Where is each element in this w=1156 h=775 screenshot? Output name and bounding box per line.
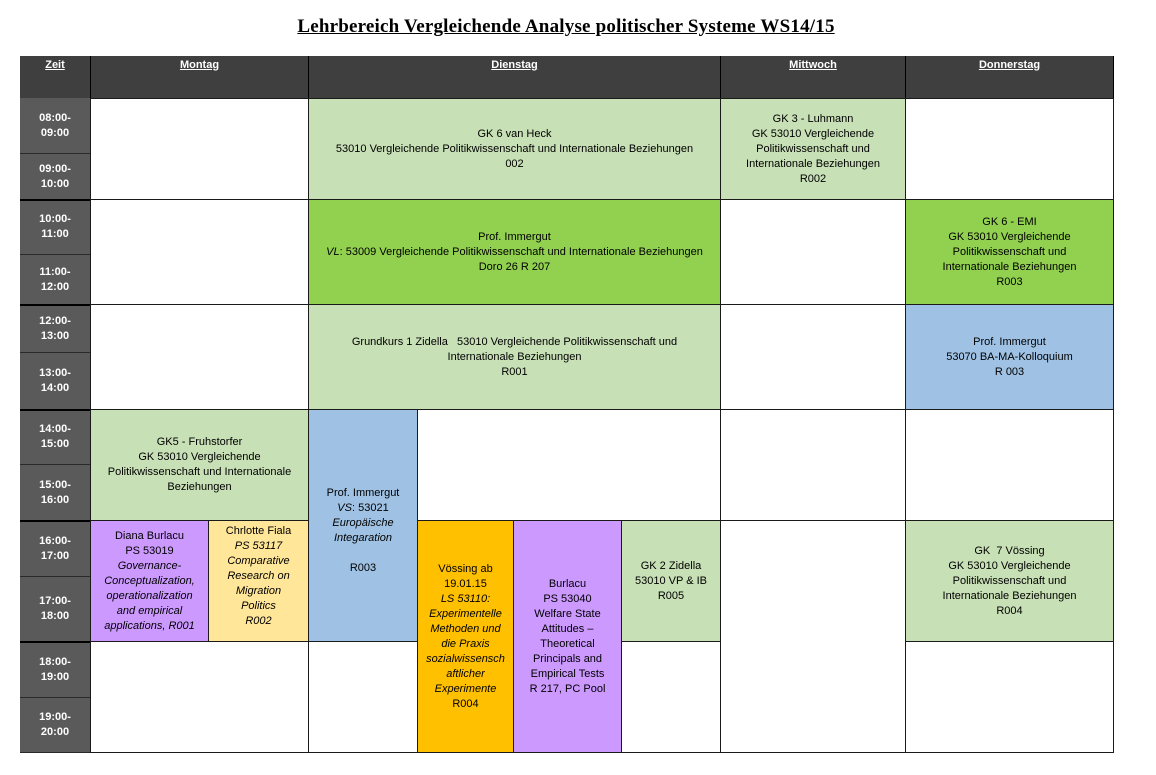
time-separator xyxy=(20,520,90,522)
empty-cell xyxy=(90,199,309,305)
empty-cell xyxy=(905,641,1114,753)
header-zeit: Zeit xyxy=(20,56,91,98)
time-slot: 16:00- 17:00 xyxy=(20,521,90,577)
event-burlacu-montag[interactable]: Diana Burlacu PS 53019 Governance-Conceptualization, operationalization and empirical applications, R001 xyxy=(90,520,209,642)
event-gk3-luhmann[interactable]: GK 3 - Luhmann GK 53010 Vergleichende Politikwissenschaft und Internationale Beziehungen R002 xyxy=(720,98,906,200)
empty-cell xyxy=(621,641,721,753)
time-slot: 11:00- 12:00 xyxy=(20,255,90,305)
time-slot: 13:00- 14:00 xyxy=(20,353,90,410)
event-grundkurs-1-zidella[interactable]: Grundkurs 1 Zidella 53010 Vergleichende Politikwissenschaft und Internationale Beziehungen R001 xyxy=(308,304,721,410)
time-slot: 14:00- 15:00 xyxy=(20,410,90,465)
time-slot: 12:00- 13:00 xyxy=(20,305,90,353)
event-burlacu-dienstag[interactable]: Burlacu PS 53040 Welfare State Attitudes – Theoretical Principals and Empirical Tests R 217, PC Pool xyxy=(513,520,622,753)
time-separator xyxy=(20,409,90,411)
time-slot: 17:00- 18:00 xyxy=(20,577,90,642)
header-mittwoch: Mittwoch xyxy=(721,56,906,98)
empty-cell xyxy=(90,304,309,410)
time-separator xyxy=(20,641,90,643)
time-slot: 19:00- 20:00 xyxy=(20,698,90,753)
event-immergut-kolloquium[interactable]: Prof. Immergut 53070 BA-MA-Kolloquium R 003 xyxy=(905,304,1114,410)
header-donnerstag: Donnerstag xyxy=(906,56,1114,98)
event-gk6-van-heck[interactable]: GK 6 van Heck 53010 Vergleichende Politikwissenschaft und Internationale Beziehungen 002 xyxy=(308,98,721,200)
event-immergut-vs[interactable]: Prof. Immergut VS: 53021 Europäische Integaration R003 xyxy=(308,409,418,642)
event-gk6-emi[interactable]: GK 6 - EMI GK 53010 Vergleichende Politikwissenschaft und Internationale Beziehungen R003 xyxy=(905,199,1114,305)
empty-cell xyxy=(90,98,309,200)
event-fiala[interactable]: Chrlotte Fiala PS 53117 Comparative Research on Migration Politics R002 xyxy=(208,520,309,642)
event-gk7-voessing[interactable]: GK 7 Vössing GK 53010 Vergleichende Politikwissenschaft und Internationale Beziehungen R004 xyxy=(905,520,1114,642)
time-slot: 15:00- 16:00 xyxy=(20,465,90,521)
time-slot: 09:00- 10:00 xyxy=(20,154,90,200)
empty-cell xyxy=(905,98,1114,200)
time-separator xyxy=(20,304,90,306)
page-title: Lehrbereich Vergleichende Analyse politischer Systeme WS14/15 xyxy=(297,16,835,37)
empty-cell xyxy=(720,199,906,305)
header-montag: Montag xyxy=(91,56,309,98)
header-dienstag: Dienstag xyxy=(309,56,721,98)
empty-cell xyxy=(720,409,906,521)
empty-cell xyxy=(720,304,906,410)
empty-cell xyxy=(720,520,906,753)
time-slot: 18:00- 19:00 xyxy=(20,642,90,698)
empty-cell xyxy=(905,409,1114,521)
event-gk2-zidella[interactable]: GK 2 Zidella 53010 VP & IB R005 xyxy=(621,520,721,642)
event-voessing-ls[interactable]: Vössing ab 19.01.15 LS 53110: Experimentelle Methoden und die Praxis sozialwissensch aftlicher Experimente R004 xyxy=(417,520,514,753)
empty-cell xyxy=(417,409,721,521)
time-separator xyxy=(20,199,90,201)
time-slot: 10:00- 11:00 xyxy=(20,200,90,255)
event-immergut-vl[interactable]: Prof. Immergut VL: 53009 Vergleichende Politikwissenschaft und Internationale Beziehungen Doro 26 R 207 xyxy=(308,199,721,305)
event-gk5-fruhstorfer[interactable]: GK5 - Fruhstorfer GK 53010 Vergleichende Politikwissenschaft und Internationale Beziehungen xyxy=(90,409,309,521)
time-slot: 08:00- 09:00 xyxy=(20,98,90,154)
empty-cell xyxy=(90,641,309,753)
empty-cell xyxy=(308,641,418,753)
